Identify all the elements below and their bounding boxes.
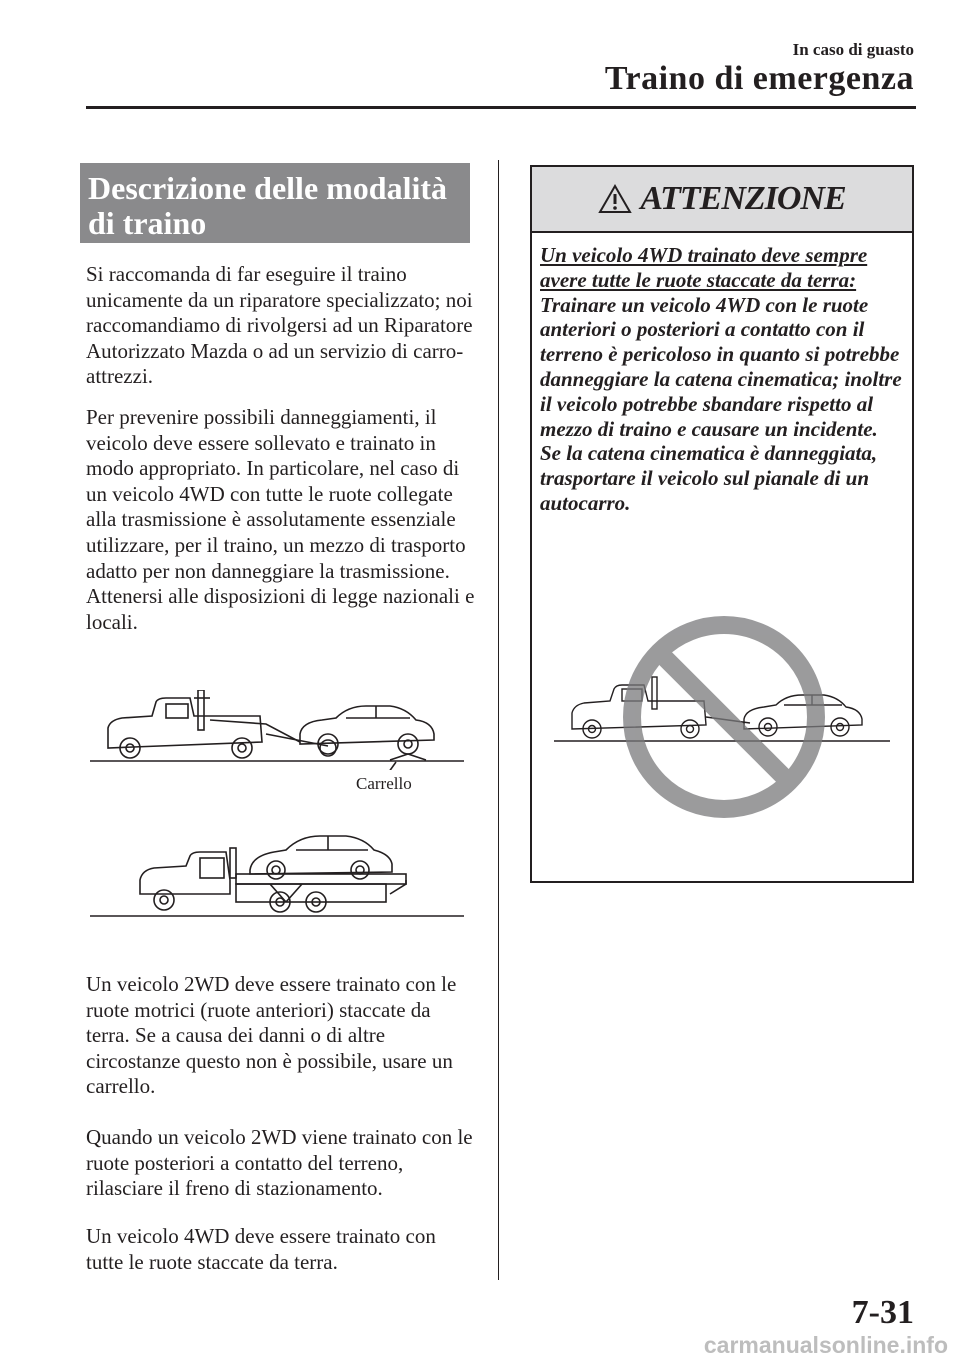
flatbed-truck-illustration	[90, 830, 470, 920]
chapter-label: In caso di guasto	[792, 40, 914, 59]
warning-header	[532, 167, 912, 233]
tow-truck-dolly-illustration	[90, 690, 470, 770]
warning-underlined-text: Un veicolo 4WD trainato deve sempre avere tutte le ruote staccate da terra:	[540, 243, 868, 292]
figure-label-dolly: Carrello	[356, 774, 412, 793]
header-rule	[86, 106, 916, 109]
warning-triangle-icon	[598, 184, 632, 214]
warning-box	[530, 165, 914, 883]
warning-title: ATTENZIONE	[640, 180, 846, 217]
paragraph-5: Un veicolo 4WD deve essere trainato con tutte le ruote staccate da terra.	[86, 1224, 436, 1274]
watermark: carmanualsonline.info	[703, 1332, 948, 1358]
section-heading: Descrizione delle modalità di traino	[80, 163, 470, 243]
paragraph-2: Per prevenire possibili danneggiamenti, il veicolo deve essere sollevato e trainato in modo appropriato. In particolare, nel caso di un veicolo 4WD con tutte le ruote collegate alla trasmissione è assolutamente essenziale utilizzare, per il traino, un mezzo di trasporto adatto per non danneggiare la trasmissione. Attenersi alle disposizioni di legge nazionali e locali.	[86, 405, 475, 634]
column-divider	[498, 160, 499, 1280]
paragraph-3: Un veicolo 2WD deve essere trainato con le ruote motrici (ruote anteriori) staccate da terra. Se a causa dei danni o di altre circostanze questo non è possibile, usare un carrello.	[86, 972, 457, 1099]
warning-body	[532, 233, 912, 516]
paragraph-1: Si raccomanda di far eseguire il traino unicamente da un riparatore specializzato; noi raccomandiamo di rivolgersi ad un Riparatore Autorizzato Mazda o ad un servizio di carro-attrezzi.	[86, 262, 473, 389]
prohibited-towing-illustration	[554, 607, 894, 827]
warning-text: Trainare un veicolo 4WD con le ruote anteriori o posteriori a contatto con il terreno è pericoloso in quanto si potrebbe danneggiare la catena cinematica; inoltre il veicolo potrebbe sbandare rispetto al mezzo di traino e causare un incidente. Se la catena cinematica è danneggiata, trasportare il veicolo sul pianale di un autocarro.	[540, 292, 902, 515]
page-number: 7-31	[851, 1294, 914, 1331]
page-title: Traino di emergenza	[604, 60, 914, 97]
paragraph-4: Quando un veicolo 2WD viene trainato con le ruote posteriori a contatto del terreno, rilasciare il freno di stazionamento.	[86, 1125, 473, 1201]
